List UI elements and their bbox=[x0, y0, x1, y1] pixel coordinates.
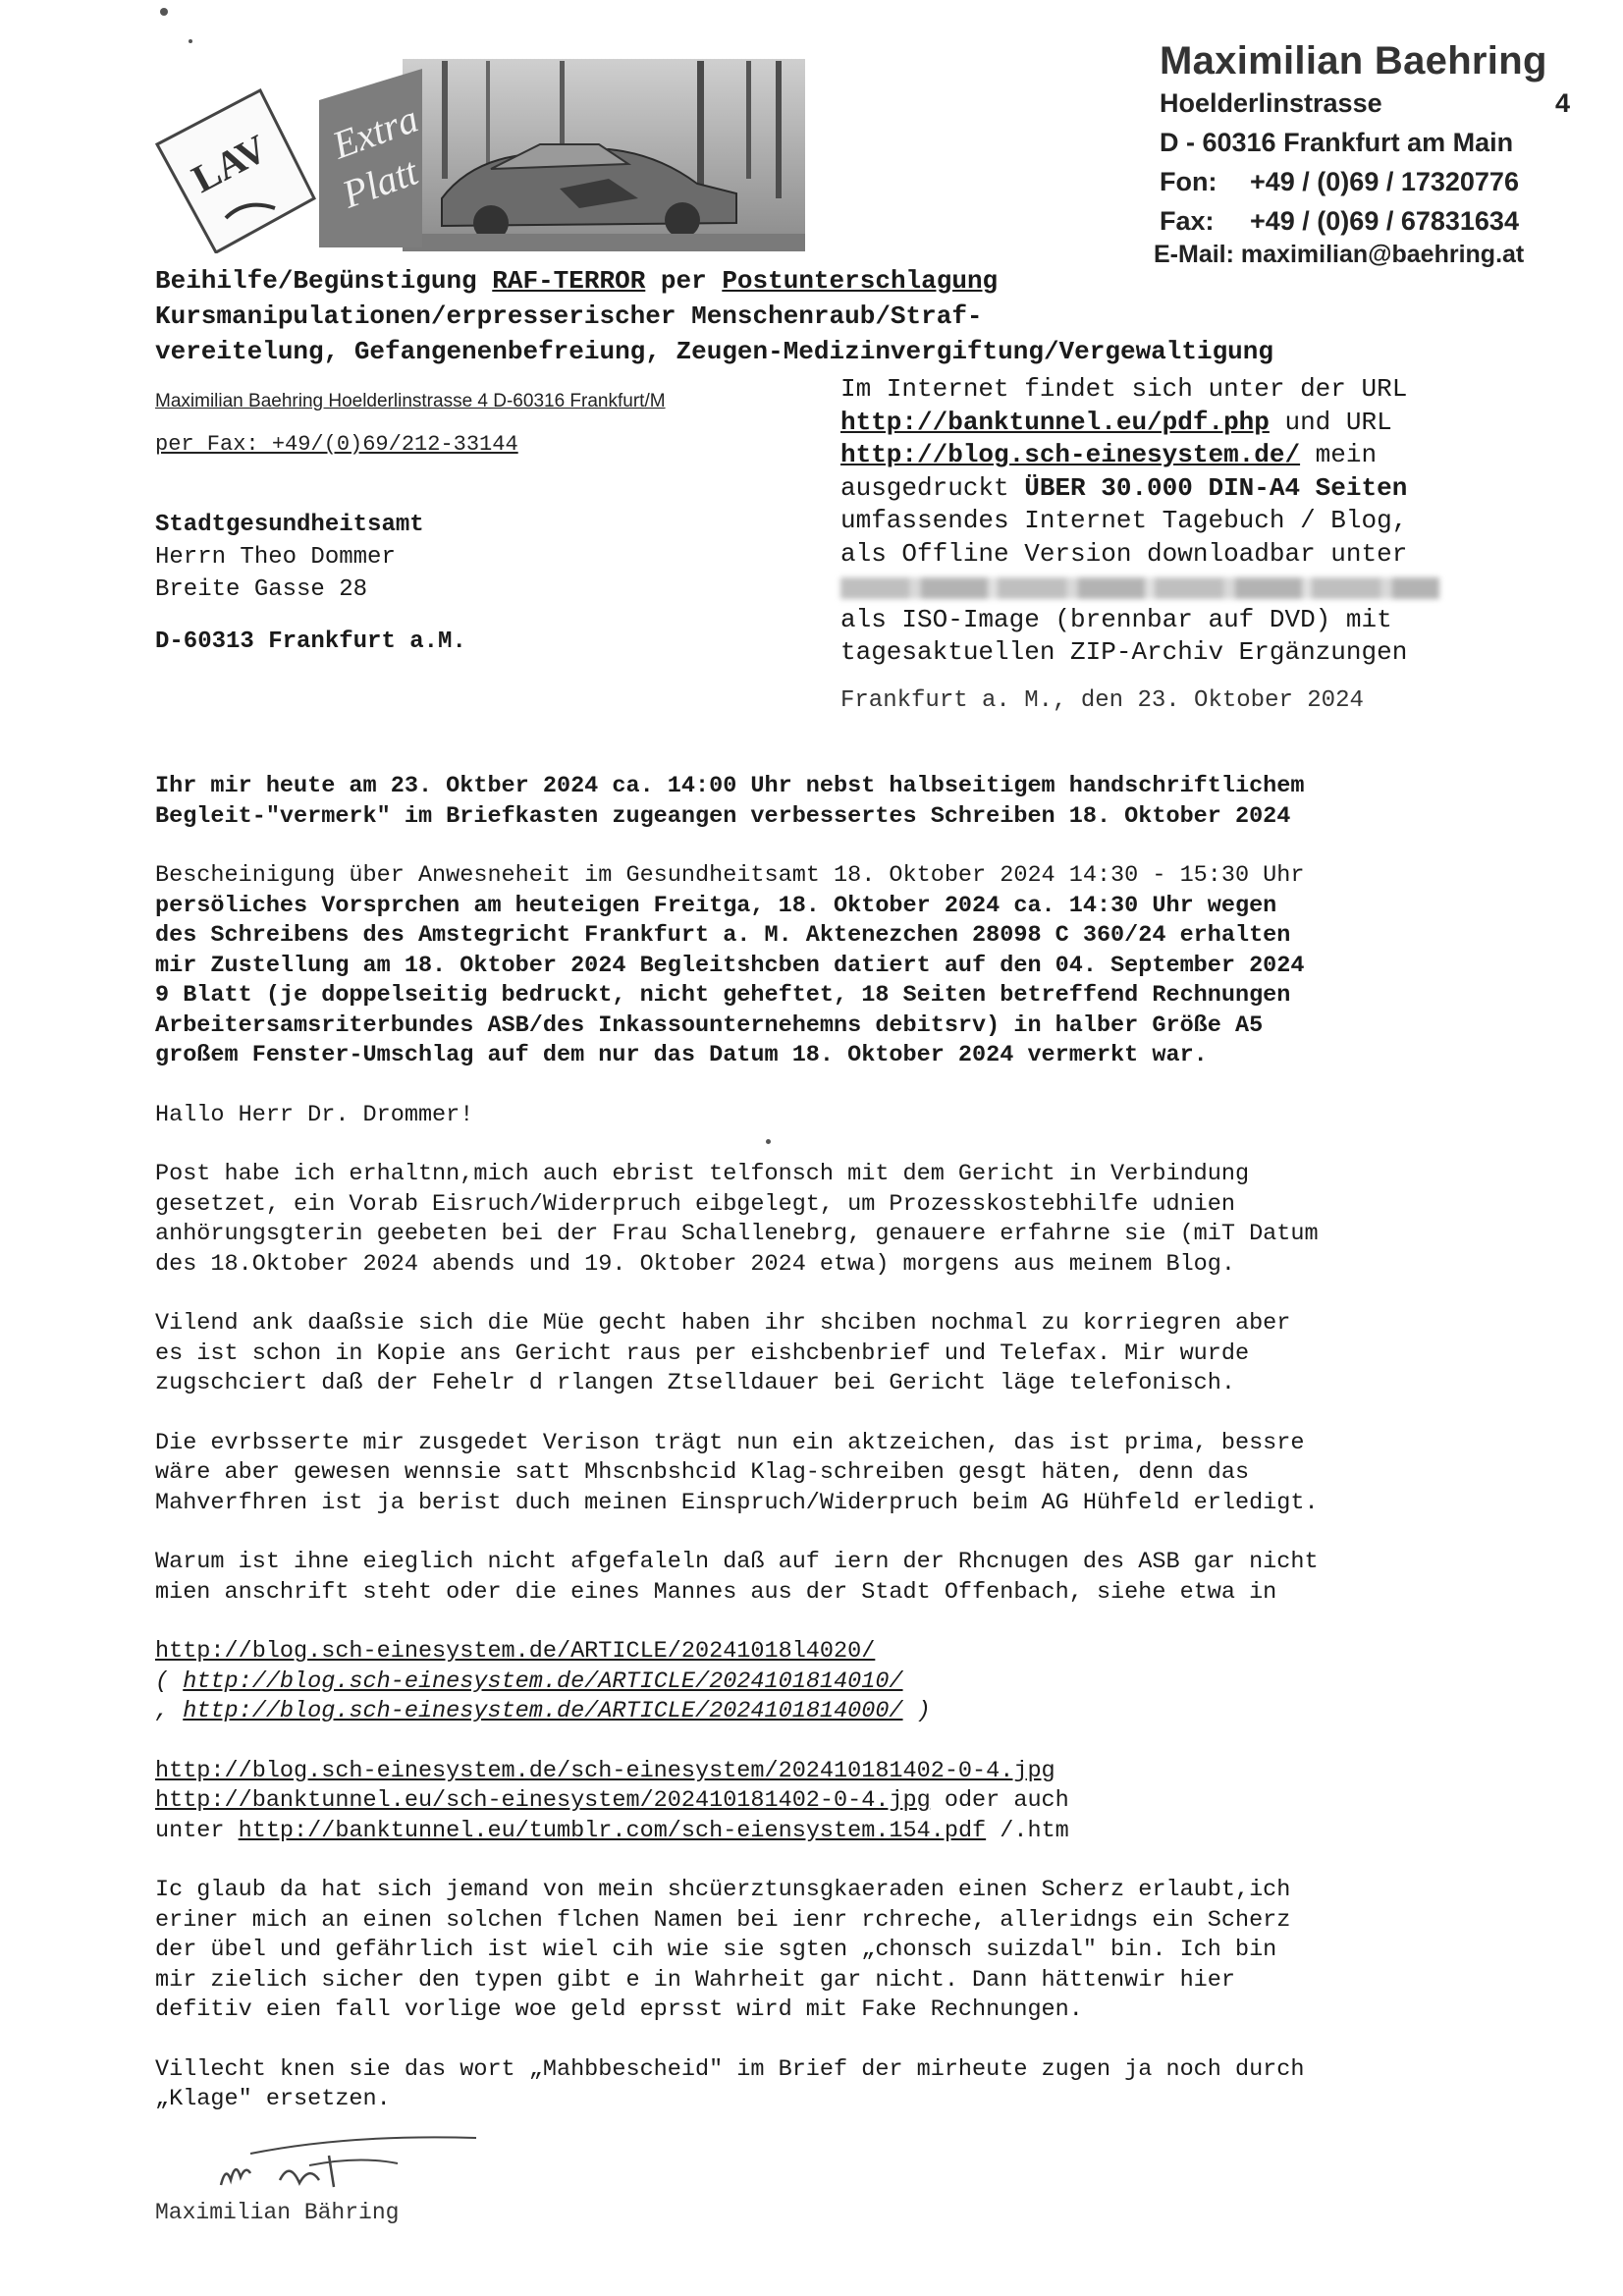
article-link-1[interactable]: http://blog.sch-einesystem.de/ARTICLE/20241018l4020/ bbox=[155, 1638, 876, 1665]
notice-line-3-rest: mein bbox=[1300, 440, 1378, 469]
recipient-street: Breite Gasse 28 bbox=[155, 576, 368, 603]
email-address: maximilian@baehring.at bbox=[1240, 241, 1525, 268]
header-banner bbox=[147, 51, 825, 253]
sender-city: D - 60316 Frankfurt am Main bbox=[1160, 128, 1514, 157]
scan-speck bbox=[189, 39, 192, 43]
extra-platt-banner bbox=[319, 69, 424, 247]
subject-line-2: Kursmanipulationen/erpresserischer Menschenraub/Straf- bbox=[155, 301, 983, 331]
fax-label: Fax: bbox=[1160, 206, 1215, 236]
sender-name: Maximilian Baehring bbox=[1160, 39, 1547, 82]
article-link-2[interactable]: http://blog.sch-einesystem.de/ARTICLE/2024101814010/ bbox=[183, 1667, 903, 1695]
banner-graphic bbox=[147, 51, 825, 253]
notice-line-1: Im Internet findet sich unter der URL bbox=[840, 374, 1408, 404]
recipient-address bbox=[155, 509, 466, 658]
link-group-1 bbox=[155, 1637, 1490, 1727]
greeting: Hallo Herr Dr. Drommer! bbox=[155, 1101, 474, 1128]
subject-line-3: vereitelung, Gefangenenbefreiung, Zeugen-Medizinvergiftung/Vergewaltigung bbox=[155, 337, 1273, 366]
reference-paragraph-2-plain: Bescheinigung über Anwesneheit im Gesundheitsamt 18. Oktober 2024 14:30 - 15:30 Uhr bbox=[155, 862, 1305, 889]
image-link-2[interactable]: http://banktunnel.eu/sch-einesystem/202410181402-0-4.jpg bbox=[155, 1787, 931, 1814]
platt-text: Platt bbox=[336, 148, 424, 217]
logo-text: LAV bbox=[185, 125, 275, 201]
phone-label: Fon: bbox=[1160, 167, 1217, 196]
notice-line-2-rest: und URL bbox=[1269, 407, 1392, 437]
paragraph-6: Villecht knen sie das wort „Mahbbescheid" im Brief der mirheute zugen ja noch durch „Klage" ersetzen. bbox=[155, 2055, 1305, 2112]
lav-logo bbox=[157, 90, 314, 252]
notice-line-3 bbox=[840, 439, 1547, 472]
reference-paragraph-2-bold: persöliches Vorsprchen am heuteigen Freitga, 18. Oktober 2024 ca. 14:30 Uhr wegen des Schreibens des Amstegricht Frankfurt a. M. Aktenezchen 28098 C 360/24 erhalten mir Zustellung am 18. Oktober 2024 Begleitshcben datiert auf den 04. September 2024 9 Blatt (je doppelseitig bedruckt, nicht geheftet, 18 Seiten betreffend Rechnungen Arbeitersamsriterbundes ASB/des Inkassounternehemns debitsrv) in halber Größe A5 großem Fenster-Umschlag auf dem nur das Datum 18. Oktober 2024 vermerkt war. bbox=[155, 892, 1305, 1068]
fax-number: +49 / (0)69 / 67831634 bbox=[1250, 206, 1519, 236]
sender-street: Hoelderlinstrasse bbox=[1160, 88, 1382, 118]
signer-name: Maximilian Bähring bbox=[155, 2200, 400, 2225]
redacted-url bbox=[840, 577, 1439, 599]
subject-line-1 bbox=[155, 263, 1530, 299]
sender-house-number: 4 bbox=[1554, 88, 1570, 118]
subject-prefix: Beihilfe/Begünstigung bbox=[155, 266, 493, 296]
subject-post: Postunterschlagung bbox=[722, 266, 999, 296]
notice-line-6: als Offline Version downloadbar unter bbox=[840, 538, 1408, 569]
pdf-link[interactable]: http://banktunnel.eu/tumblr.com/sch-eiensystem.154.pdf bbox=[238, 1817, 987, 1844]
link-2-prefix: ( bbox=[155, 1667, 184, 1695]
paragraph-5: Ic glaub da hat sich jemand von mein shcüerztunsgkaeraden einen Scherz erlaubt,ich eriner mich an einen solchen flchen Namen bei ienr rchreche, alleridngs ein Scherz der übel und gefährlich ist wiel cih wie sie sgten „chonsch suizdal" bin. Ich bin mir zielich sicher den typen gibt e in Wahrheit gar nicht. Dann hättenwir hier defitiv eien fall vorlige woe geld eprsst wird mit Fake Rechnungen. bbox=[155, 1877, 1291, 2023]
link-group-2 bbox=[155, 1757, 1490, 1847]
link-6-prefix: unter bbox=[155, 1817, 239, 1844]
paragraph-1: Post habe ich erhaltnn,mich auch ebrist telfonsch mit dem Gericht in Verbindung gesetzet, ein Vorab Eisruch/Widerpruch eibgelegt, um Prozesskostebhilfe udnien anhörungsgterin geebeten bei der Frau Schallenebrg, genauere erfahrne sie (miT Datum des 18.Oktober 2024 abends und 19. Oktober 2024 etwa) morgens aus meinem Blog. bbox=[155, 1161, 1319, 1278]
return-address: Maximilian Baehring Hoelderlinstrasse 4 D-60316 Frankfurt/M bbox=[155, 391, 666, 411]
handwritten-signature bbox=[211, 2126, 486, 2205]
notice-pages: ÜBER 30.000 DIN-A4 Seiten bbox=[1024, 472, 1408, 503]
email-label: E-Mail: bbox=[1154, 241, 1234, 268]
banktunnel-link[interactable]: http://banktunnel.eu/pdf.php bbox=[840, 407, 1270, 437]
link-5-suffix: oder auch bbox=[930, 1787, 1069, 1814]
link-3-suffix: ) bbox=[902, 1698, 931, 1724]
notice-line-5: umfassendes Internet Tagebuch / Blog, bbox=[840, 506, 1408, 535]
notice-line-2 bbox=[840, 407, 1547, 440]
link-3-prefix: , bbox=[155, 1698, 184, 1724]
article-link-3[interactable]: http://blog.sch-einesystem.de/ARTICLE/2024101814000/ bbox=[183, 1698, 903, 1724]
blog-link[interactable]: http://blog.sch-einesystem.de/ bbox=[840, 440, 1301, 469]
phone-number: +49 / (0)69 / 17320776 bbox=[1250, 167, 1519, 196]
paragraph-3: Die evrbsserte mir zusgedet Verison trägt nun ein aktzeichen, das ist prima, bessre wäre aber gewesen wennsie satt Mhscnbshcid Klag-schreiben gesgt häten, denn das Mahverfhren ist ja berist duch meinen Einspruch/Widerpruch beim AG Hühfeld erledigt. bbox=[155, 1429, 1319, 1516]
reference-paragraph-1: Ihr mir heute am 23. Oktber 2024 ca. 14:00 Uhr nebst halbseitigem handschriftlichem Begleit-"vermerk" im Briefkasten zugeangen verbessertes Schreiben 18. Oktober 2024 bbox=[155, 773, 1305, 830]
paragraph-2: Vilend ank daaßsie sich die Müe gecht haben ihr shciben nochmal zu korriegren aber es ist schon in Kopie ans Gericht raus per eishcbenbrief und Telefax. Mir wurde zugschciert daß der Fehelr d rlangen Ztselldauer bei Gericht läge telefonisch. bbox=[155, 1310, 1291, 1396]
letter-body bbox=[155, 772, 1490, 2145]
scan-speck bbox=[160, 8, 168, 16]
sender-block bbox=[1154, 39, 1572, 269]
subject-heading bbox=[155, 263, 1530, 369]
subject-mid: per bbox=[645, 266, 723, 296]
sender-phone-row bbox=[1160, 162, 1572, 201]
recipient-person: Herrn Theo Dommer bbox=[155, 544, 396, 571]
date-line: Frankfurt a. M., den 23. Oktober 2024 bbox=[840, 687, 1364, 714]
link-6-suffix: /.htm bbox=[986, 1817, 1069, 1844]
signature-icon bbox=[211, 2126, 486, 2205]
image-link-1[interactable]: http://blog.sch-einesystem.de/sch-einesystem/202410181402-0-4.jpg bbox=[155, 1757, 1055, 1784]
notice-line-9: tagesaktuellen ZIP-Archiv Ergänzungen bbox=[840, 637, 1408, 667]
notice-line-4-pre: ausgedruckt bbox=[840, 472, 1025, 503]
notice-line-4 bbox=[840, 472, 1547, 506]
recipient-org: Stadtgesundheitsamt bbox=[155, 512, 424, 538]
fax-line: per Fax: +49/(0)69/212-33144 bbox=[155, 432, 518, 457]
scan-speck bbox=[766, 1139, 771, 1144]
sender-street-row bbox=[1160, 83, 1572, 123]
internet-notice bbox=[840, 373, 1547, 670]
notice-line-7 bbox=[840, 571, 1547, 604]
recipient-city: D-60313 Frankfurt a.M. bbox=[155, 629, 466, 655]
paragraph-4: Warum ist ihne eieglich nicht afgefaleln daß auf iern der Rhcnugen des ASB gar nicht mien anschrift steht oder die eines Mannes aus der Stadt Offenbach, siehe etwa in bbox=[155, 1549, 1319, 1606]
sender-fax-row bbox=[1160, 201, 1572, 241]
subject-raf: RAF-TERROR bbox=[492, 266, 646, 296]
notice-line-8: als ISO-Image (brennbar auf DVD) mit bbox=[840, 604, 1392, 634]
extra-text: Extra bbox=[326, 95, 424, 168]
